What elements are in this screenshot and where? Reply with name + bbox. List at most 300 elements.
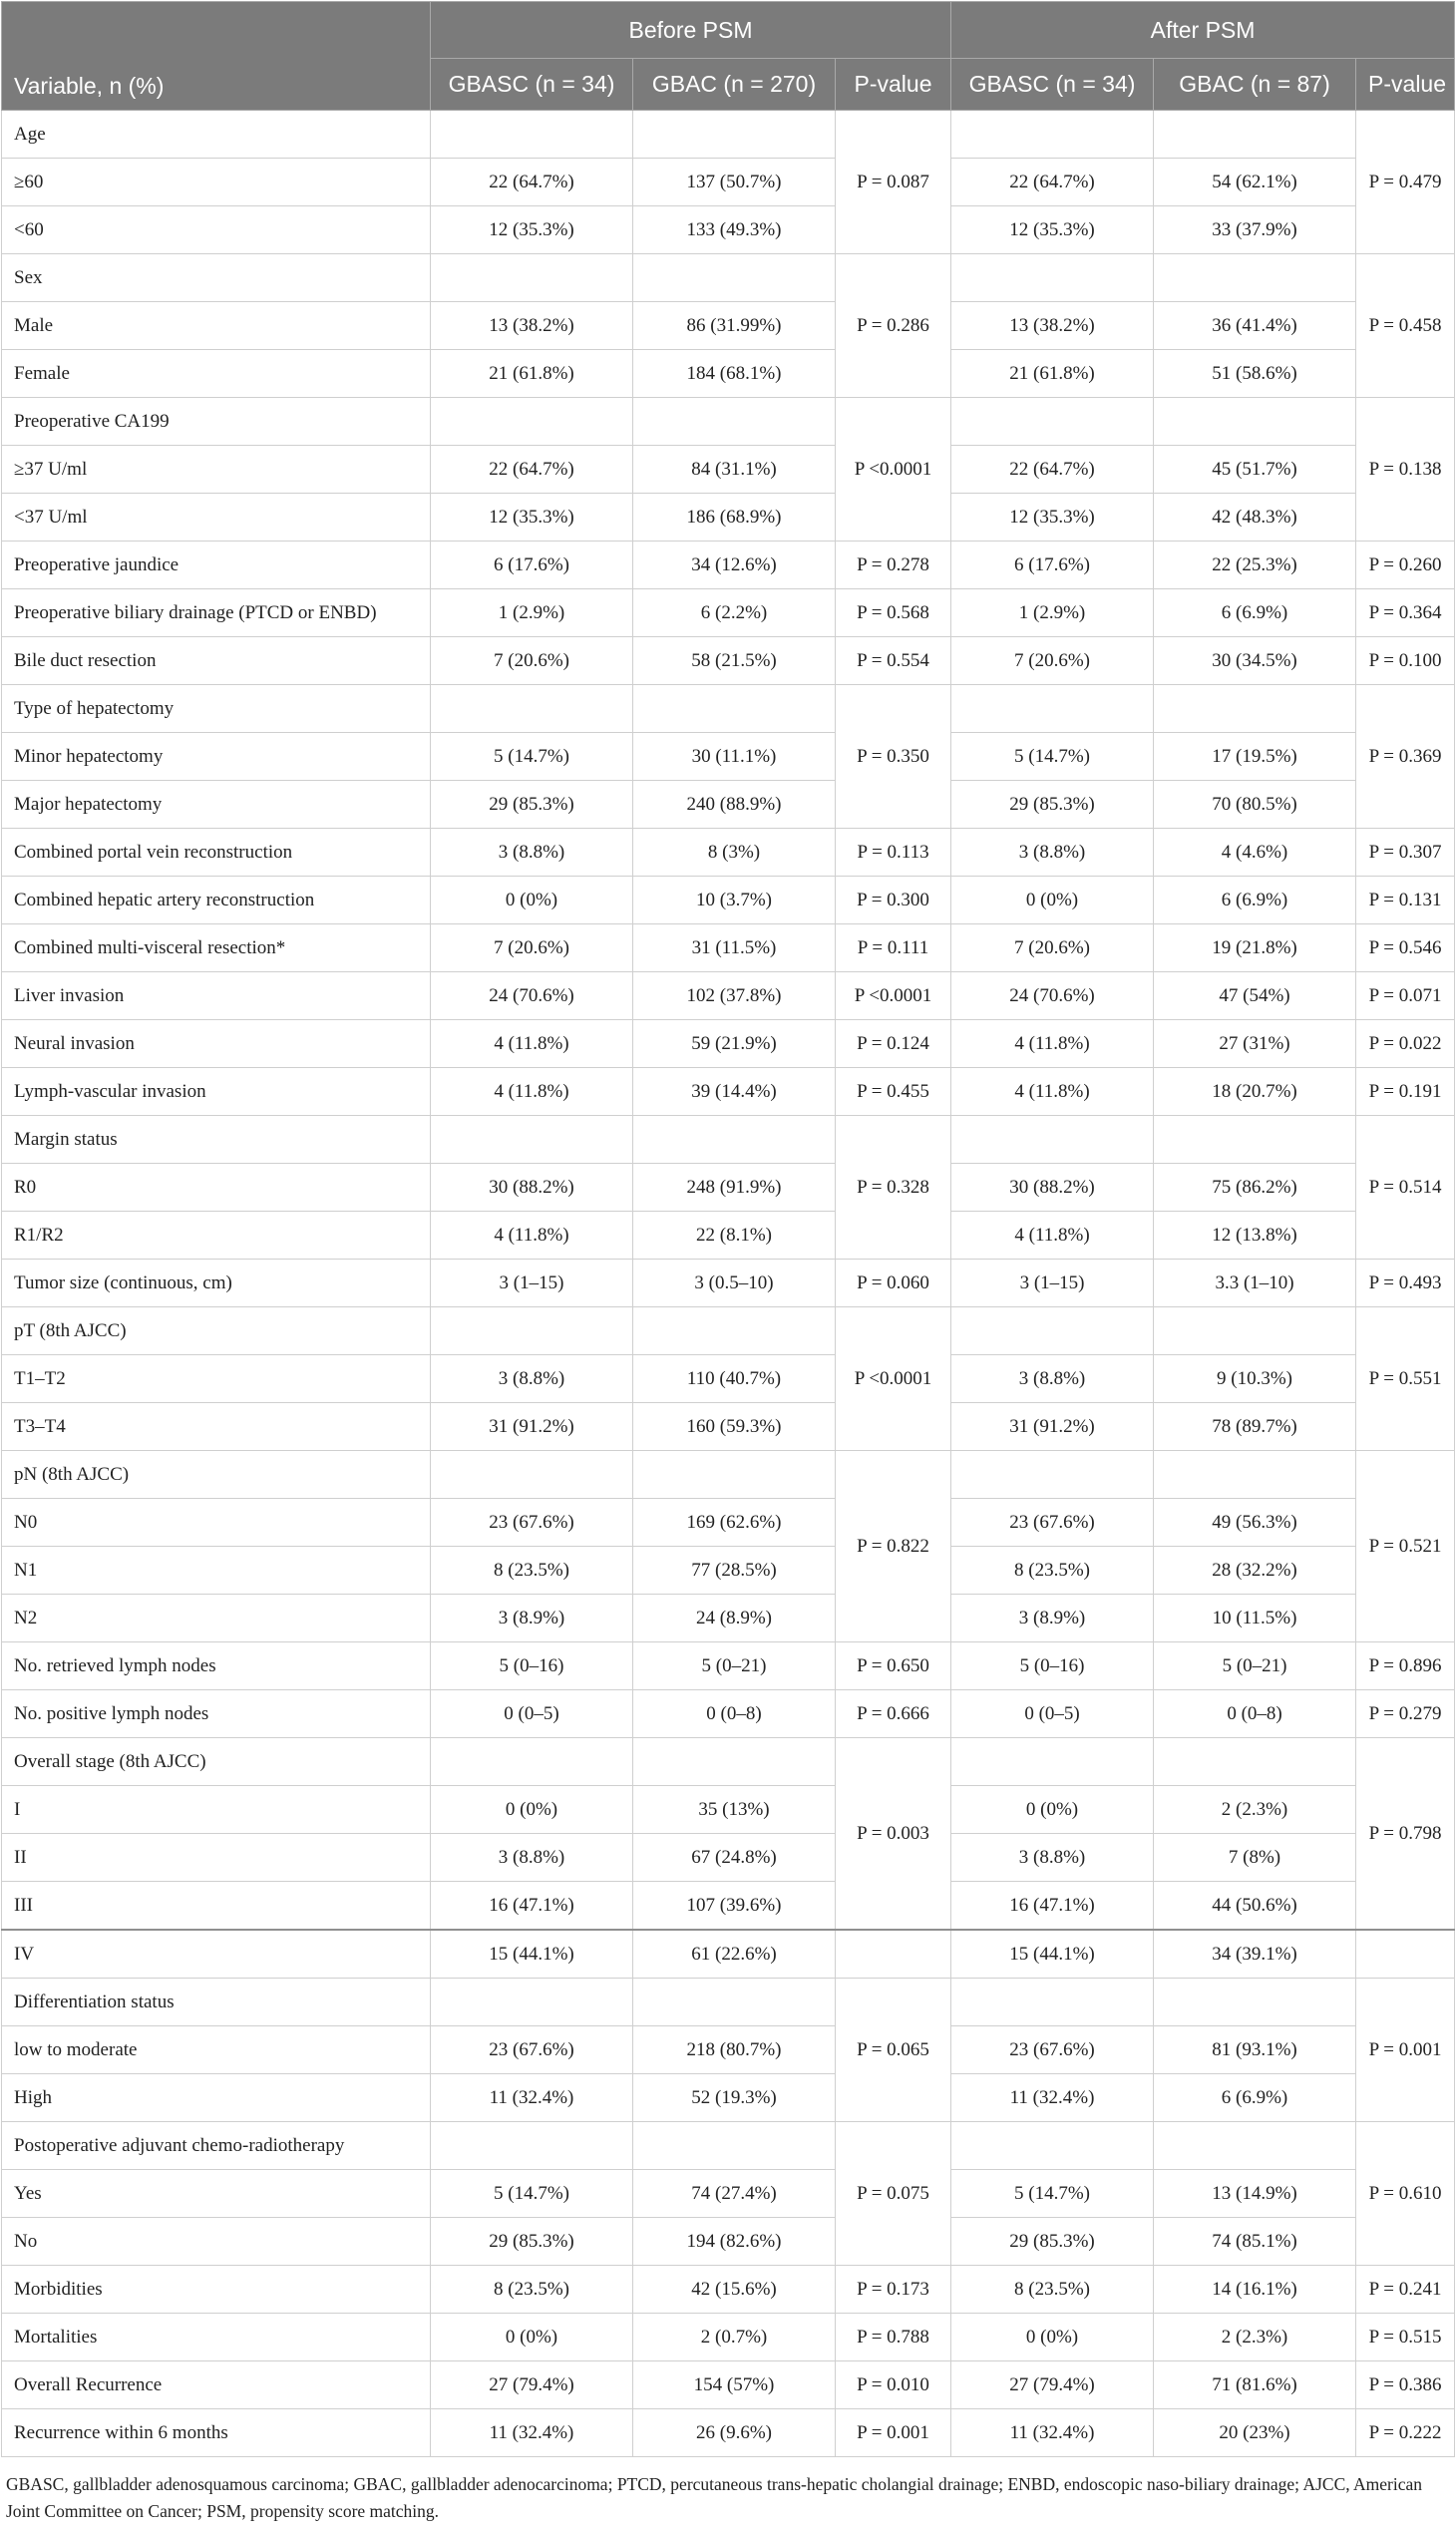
before-gbac-cell: 24 (8.9%) [633,1595,836,1642]
row-label: <37 U/ml [2,494,431,542]
row-label: Type of hepatectomy [2,685,431,733]
before-gbac-cell: 39 (14.4%) [633,1068,836,1116]
row-label: No. positive lymph nodes [2,1690,431,1738]
before-gbac-cell: 58 (21.5%) [633,637,836,685]
before-pvalue-cell: P = 0.568 [836,589,951,637]
before-pvalue-cell: P = 0.455 [836,1068,951,1116]
after-gbac-cell: 6 (6.9%) [1154,877,1356,924]
after-gbac-cell: 45 (51.7%) [1154,446,1356,494]
after-gbasc-cell [951,685,1154,733]
row-label: Neural invasion [2,1020,431,1068]
after-gbasc-cell: 3 (8.9%) [951,1595,1154,1642]
before-gbac-cell: 35 (13%) [633,1786,836,1834]
before-pvalue-cell: P = 0.650 [836,1642,951,1690]
after-gbasc-cell: 22 (64.7%) [951,446,1154,494]
after-gbac-cell [1154,111,1356,159]
before-gbac-cell [633,1738,836,1786]
before-pvalue-cell: P = 0.350 [836,685,951,829]
before-pvalue-header: P-value [836,59,951,111]
before-pvalue-cell: P = 0.286 [836,254,951,398]
before-gbac-cell [633,398,836,446]
before-gbac-cell: 133 (49.3%) [633,206,836,254]
row-label: R0 [2,1164,431,1212]
before-gbac-cell: 154 (57%) [633,2361,836,2409]
row-label: T3–T4 [2,1403,431,1451]
row-label: III [2,1882,431,1931]
row-label: low to moderate [2,2026,431,2074]
before-gbasc-cell: 22 (64.7%) [431,159,633,206]
row-label: II [2,1834,431,1882]
before-gbac-cell: 218 (80.7%) [633,2026,836,2074]
before-gbasc-cell: 8 (23.5%) [431,2266,633,2314]
table-row [2,2170,1455,2218]
before-gbasc-cell: 3 (1–15) [431,1260,633,1307]
table-row [2,111,1455,159]
after-gbac-cell: 18 (20.7%) [1154,1068,1356,1116]
before-gbac-cell [633,1451,836,1499]
after-pvalue-cell: P = 0.386 [1356,2361,1455,2409]
after-gbac-cell: 30 (34.5%) [1154,637,1356,685]
before-pvalue-cell: P = 0.173 [836,2266,951,2314]
before-gbac-cell: 8 (3%) [633,829,836,877]
row-label: IV [2,1930,431,1979]
after-gbasc-cell [951,398,1154,446]
before-gbac-cell: 248 (91.9%) [633,1164,836,1212]
table-row [2,2218,1455,2266]
table-row [2,494,1455,542]
after-gbasc-cell: 12 (35.3%) [951,206,1154,254]
after-pvalue-cell: P = 0.001 [1356,1979,1455,2122]
after-gbac-cell: 28 (32.2%) [1154,1547,1356,1595]
before-gbasc-cell: 3 (8.8%) [431,1834,633,1882]
row-label: High [2,2074,431,2122]
before-pvalue-cell: P = 0.113 [836,829,951,877]
after-gbasc-cell: 11 (32.4%) [951,2074,1154,2122]
after-gbac-cell [1154,1116,1356,1164]
before-gbasc-cell: 3 (8.9%) [431,1595,633,1642]
row-label: Recurrence within 6 months [2,2409,431,2457]
before-gbasc-cell: 7 (20.6%) [431,637,633,685]
before-gbasc-cell: 1 (2.9%) [431,589,633,637]
after-pvalue-cell: P = 0.610 [1356,2122,1455,2266]
after-gbac-cell [1154,398,1356,446]
row-label: Sex [2,254,431,302]
after-gbasc-cell: 3 (1–15) [951,1260,1154,1307]
after-gbac-cell: 14 (16.1%) [1154,2266,1356,2314]
table-row [2,1882,1455,1931]
before-gbac-cell: 61 (22.6%) [633,1930,836,1979]
before-gbasc-cell: 7 (20.6%) [431,924,633,972]
before-gbac-cell: 74 (27.4%) [633,2170,836,2218]
row-label: Yes [2,2170,431,2218]
table-row [2,1979,1455,2026]
after-gbasc-cell: 7 (20.6%) [951,924,1154,972]
before-gbasc-cell: 13 (38.2%) [431,302,633,350]
after-gbasc-cell: 5 (14.7%) [951,733,1154,781]
after-gbasc-cell: 4 (11.8%) [951,1068,1154,1116]
before-gbasc-cell: 3 (8.8%) [431,1355,633,1403]
table-row [2,1307,1455,1355]
after-gbac-cell: 78 (89.7%) [1154,1403,1356,1451]
before-gbac-cell [633,2122,836,2170]
before-gbac-cell: 3 (0.5–10) [633,1260,836,1307]
after-gbasc-cell: 4 (11.8%) [951,1212,1154,1260]
after-gbac-cell [1154,1979,1356,2026]
after-gbac-cell [1154,254,1356,302]
after-psm-group-header: After PSM [951,2,1455,59]
table-row [2,1260,1455,1307]
before-gbac-header: GBAC (n = 270) [633,59,836,111]
after-pvalue-cell: P = 0.279 [1356,1690,1455,1738]
row-label: Preoperative jaundice [2,542,431,589]
before-pvalue-cell: P = 0.666 [836,1690,951,1738]
before-gbasc-cell: 3 (8.8%) [431,829,633,877]
before-gbac-cell: 6 (2.2%) [633,589,836,637]
row-label: Major hepatectomy [2,781,431,829]
after-gbasc-cell: 5 (14.7%) [951,2170,1154,2218]
after-gbasc-cell: 3 (8.8%) [951,1834,1154,1882]
table-row [2,685,1455,733]
after-gbasc-cell [951,1451,1154,1499]
before-gbasc-cell: 29 (85.3%) [431,2218,633,2266]
after-gbac-cell: 74 (85.1%) [1154,2218,1356,2266]
row-label: Margin status [2,1116,431,1164]
after-pvalue-cell: P = 0.241 [1356,2266,1455,2314]
table-row [2,1068,1455,1116]
row-label: Minor hepatectomy [2,733,431,781]
row-label: No [2,2218,431,2266]
after-pvalue-cell: P = 0.515 [1356,2314,1455,2361]
row-label: pN (8th AJCC) [2,1451,431,1499]
after-pvalue-cell: P = 0.222 [1356,2409,1455,2457]
row-label: Preoperative biliary drainage (PTCD or ENBD) [2,589,431,637]
table-row [2,2026,1455,2074]
table-row [2,542,1455,589]
before-gbac-cell: 42 (15.6%) [633,2266,836,2314]
after-gbasc-cell: 31 (91.2%) [951,1403,1154,1451]
table-row [2,2361,1455,2409]
before-gbasc-header: GBASC (n = 34) [431,59,633,111]
before-gbasc-cell [431,254,633,302]
after-pvalue-cell: P = 0.071 [1356,972,1455,1020]
before-pvalue-cell: P = 0.124 [836,1020,951,1068]
before-gbac-cell: 194 (82.6%) [633,2218,836,2266]
table-row [2,1164,1455,1212]
before-pvalue-cell: P = 0.001 [836,2409,951,2457]
after-gbasc-cell [951,111,1154,159]
after-gbasc-cell: 27 (79.4%) [951,2361,1154,2409]
before-gbasc-cell: 22 (64.7%) [431,446,633,494]
after-gbasc-cell: 1 (2.9%) [951,589,1154,637]
after-gbasc-cell: 30 (88.2%) [951,1164,1154,1212]
table-row [2,637,1455,685]
before-gbac-cell [633,111,836,159]
before-gbasc-cell [431,1979,633,2026]
after-gbasc-cell: 0 (0%) [951,2314,1154,2361]
after-gbac-cell: 4 (4.6%) [1154,829,1356,877]
after-pvalue-cell: P = 0.369 [1356,685,1455,829]
after-gbasc-cell: 0 (0–5) [951,1690,1154,1738]
after-gbac-cell: 34 (39.1%) [1154,1930,1356,1979]
before-gbac-cell [633,254,836,302]
after-gbasc-cell: 4 (11.8%) [951,1020,1154,1068]
after-gbac-cell: 13 (14.9%) [1154,2170,1356,2218]
before-gbac-cell: 86 (31.99%) [633,302,836,350]
before-pvalue-cell: P = 0.065 [836,1979,951,2122]
before-psm-group-header: Before PSM [431,2,951,59]
before-gbasc-cell: 4 (11.8%) [431,1212,633,1260]
before-gbac-cell: 169 (62.6%) [633,1499,836,1547]
before-gbasc-cell: 12 (35.3%) [431,494,633,542]
before-gbac-cell: 34 (12.6%) [633,542,836,589]
after-gbasc-cell: 0 (0%) [951,1786,1154,1834]
row-label: Age [2,111,431,159]
table-row [2,2314,1455,2361]
after-gbasc-cell: 11 (32.4%) [951,2409,1154,2457]
after-gbasc-cell: 29 (85.3%) [951,781,1154,829]
before-gbac-cell: 184 (68.1%) [633,350,836,398]
before-gbasc-cell: 23 (67.6%) [431,2026,633,2074]
before-gbac-cell: 10 (3.7%) [633,877,836,924]
table-row [2,877,1455,924]
before-gbac-cell [633,1307,836,1355]
before-pvalue-cell: P = 0.060 [836,1260,951,1307]
after-gbac-cell: 7 (8%) [1154,1834,1356,1882]
table-row [2,781,1455,829]
before-gbasc-cell [431,398,633,446]
after-gbac-cell: 70 (80.5%) [1154,781,1356,829]
row-label: Female [2,350,431,398]
after-gbasc-cell: 5 (0–16) [951,1642,1154,1690]
row-label: Mortalities [2,2314,431,2361]
after-gbac-cell: 6 (6.9%) [1154,2074,1356,2122]
after-gbac-cell [1154,2122,1356,2170]
after-gbac-cell: 33 (37.9%) [1154,206,1356,254]
table-row [2,1690,1455,1738]
after-gbac-cell: 71 (81.6%) [1154,2361,1356,2409]
after-gbac-cell: 5 (0–21) [1154,1642,1356,1690]
table-row [2,1834,1455,1882]
after-gbasc-cell: 29 (85.3%) [951,2218,1154,2266]
row-label: Bile duct resection [2,637,431,685]
after-gbasc-cell: 23 (67.6%) [951,1499,1154,1547]
table-row [2,972,1455,1020]
table-row [2,1020,1455,1068]
after-gbac-cell: 42 (48.3%) [1154,494,1356,542]
after-gbac-cell [1154,1451,1356,1499]
table-row [2,159,1455,206]
before-pvalue-cell [836,1930,951,1979]
table-row [2,1499,1455,1547]
after-pvalue-cell: P = 0.022 [1356,1020,1455,1068]
before-gbasc-cell: 8 (23.5%) [431,1547,633,1595]
before-pvalue-cell: P = 0.075 [836,2122,951,2266]
before-gbasc-cell: 11 (32.4%) [431,2074,633,2122]
before-gbasc-cell [431,1451,633,1499]
table-row [2,350,1455,398]
before-gbasc-cell [431,111,633,159]
row-label: T1–T2 [2,1355,431,1403]
before-pvalue-cell: P <0.0001 [836,972,951,1020]
after-gbasc-cell [951,1116,1154,1164]
after-gbac-cell: 27 (31%) [1154,1020,1356,1068]
after-gbasc-header: GBASC (n = 34) [951,59,1154,111]
before-gbasc-cell: 12 (35.3%) [431,206,633,254]
after-gbac-cell: 12 (13.8%) [1154,1212,1356,1260]
after-pvalue-cell: P = 0.479 [1356,111,1455,254]
before-gbasc-cell: 15 (44.1%) [431,1930,633,1979]
after-gbac-cell: 75 (86.2%) [1154,1164,1356,1212]
after-gbac-cell: 51 (58.6%) [1154,350,1356,398]
before-pvalue-cell: P = 0.822 [836,1451,951,1642]
row-label: N2 [2,1595,431,1642]
table-row [2,1738,1455,1786]
after-gbac-cell [1154,1738,1356,1786]
before-gbasc-cell: 24 (70.6%) [431,972,633,1020]
after-gbac-cell: 22 (25.3%) [1154,542,1356,589]
after-pvalue-cell: P = 0.798 [1356,1738,1455,1931]
after-gbasc-cell: 6 (17.6%) [951,542,1154,589]
after-pvalue-cell: P = 0.307 [1356,829,1455,877]
after-gbac-cell: 44 (50.6%) [1154,1882,1356,1931]
after-gbac-cell: 0 (0–8) [1154,1690,1356,1738]
table-row [2,254,1455,302]
after-gbac-cell: 2 (2.3%) [1154,1786,1356,1834]
after-gbac-header: GBAC (n = 87) [1154,59,1356,111]
row-label: ≥37 U/ml [2,446,431,494]
before-gbac-cell: 84 (31.1%) [633,446,836,494]
row-label: N0 [2,1499,431,1547]
before-gbasc-cell: 0 (0%) [431,877,633,924]
after-gbac-cell: 19 (21.8%) [1154,924,1356,972]
row-label: <60 [2,206,431,254]
before-gbasc-cell: 11 (32.4%) [431,2409,633,2457]
before-gbasc-cell: 30 (88.2%) [431,1164,633,1212]
before-gbac-cell: 0 (0–8) [633,1690,836,1738]
before-gbac-cell: 240 (88.9%) [633,781,836,829]
before-gbasc-cell [431,1116,633,1164]
row-label: Combined hepatic artery reconstruction [2,877,431,924]
after-gbasc-cell: 24 (70.6%) [951,972,1154,1020]
table-row [2,1642,1455,1690]
before-pvalue-cell: P = 0.111 [836,924,951,972]
before-gbac-cell: 31 (11.5%) [633,924,836,972]
table-row [2,1212,1455,1260]
table-footnote: GBASC, gallbladder adenosquamous carcinoma; GBAC, gallbladder adenocarcinoma; PTCD, percutaneous trans-hepatic cholangial drainage; ENBD, endoscopic naso-biliary drainage; AJCC, American Joint Committee on Cancer; PSM, propensity score matching. [6,2474,1423,2521]
before-gbac-cell: 160 (59.3%) [633,1403,836,1451]
after-pvalue-cell: P = 0.896 [1356,1642,1455,1690]
row-label: Liver invasion [2,972,431,1020]
before-pvalue-cell: P = 0.003 [836,1738,951,1931]
row-label: Combined portal vein reconstruction [2,829,431,877]
after-gbasc-cell: 0 (0%) [951,877,1154,924]
row-label: Lymph-vascular invasion [2,1068,431,1116]
row-label: Preoperative CA199 [2,398,431,446]
before-gbac-cell: 5 (0–21) [633,1642,836,1690]
row-label: Postoperative adjuvant chemo-radiotherapy [2,2122,431,2170]
table-row [2,1786,1455,1834]
after-gbac-cell: 36 (41.4%) [1154,302,1356,350]
after-gbasc-cell: 8 (23.5%) [951,2266,1154,2314]
after-gbasc-cell: 12 (35.3%) [951,494,1154,542]
row-label: N1 [2,1547,431,1595]
table-row [2,1355,1455,1403]
table-body [2,111,1455,2457]
before-gbac-cell: 137 (50.7%) [633,159,836,206]
table-row [2,1403,1455,1451]
after-gbasc-cell: 8 (23.5%) [951,1547,1154,1595]
after-pvalue-header: P-value [1356,59,1455,111]
before-gbac-cell: 2 (0.7%) [633,2314,836,2361]
before-gbac-cell: 102 (37.8%) [633,972,836,1020]
before-gbasc-cell: 4 (11.8%) [431,1068,633,1116]
after-gbac-cell: 20 (23%) [1154,2409,1356,2457]
before-gbasc-cell: 0 (0–5) [431,1690,633,1738]
after-gbac-cell [1154,1307,1356,1355]
after-gbasc-cell: 23 (67.6%) [951,2026,1154,2074]
before-gbac-cell: 77 (28.5%) [633,1547,836,1595]
table-row [2,1547,1455,1595]
before-gbasc-cell: 21 (61.8%) [431,350,633,398]
before-gbasc-cell: 31 (91.2%) [431,1403,633,1451]
after-gbasc-cell: 3 (8.8%) [951,829,1154,877]
before-pvalue-cell: P = 0.087 [836,111,951,254]
table-row [2,2266,1455,2314]
after-pvalue-cell: P = 0.364 [1356,589,1455,637]
row-label: R1/R2 [2,1212,431,1260]
before-gbac-cell: 59 (21.9%) [633,1020,836,1068]
table-row [2,2074,1455,2122]
after-pvalue-cell: P = 0.100 [1356,637,1455,685]
row-label: Combined multi-visceral resection* [2,924,431,972]
before-pvalue-cell: P <0.0001 [836,398,951,542]
before-gbasc-cell: 16 (47.1%) [431,1882,633,1931]
variable-column-header: Variable, n (%) [2,2,431,111]
before-gbasc-cell: 27 (79.4%) [431,2361,633,2409]
before-pvalue-cell: P = 0.300 [836,877,951,924]
before-gbac-cell: 30 (11.1%) [633,733,836,781]
after-pvalue-cell: P = 0.551 [1356,1307,1455,1451]
after-gbasc-cell [951,254,1154,302]
before-gbac-cell [633,685,836,733]
before-gbasc-cell: 6 (17.6%) [431,542,633,589]
before-pvalue-cell: P = 0.788 [836,2314,951,2361]
before-pvalue-cell: P <0.0001 [836,1307,951,1451]
after-pvalue-cell: P = 0.521 [1356,1451,1455,1642]
row-label: Overall Recurrence [2,2361,431,2409]
before-gbasc-cell: 5 (14.7%) [431,733,633,781]
row-label: ≥60 [2,159,431,206]
after-gbac-cell: 17 (19.5%) [1154,733,1356,781]
after-gbac-cell: 9 (10.3%) [1154,1355,1356,1403]
after-pvalue-cell: P = 0.138 [1356,398,1455,542]
after-gbac-cell: 47 (54%) [1154,972,1356,1020]
after-pvalue-cell: P = 0.514 [1356,1116,1455,1260]
table-row [2,398,1455,446]
before-pvalue-cell: P = 0.278 [836,542,951,589]
after-gbac-cell: 49 (56.3%) [1154,1499,1356,1547]
table-row [2,589,1455,637]
before-gbasc-cell: 0 (0%) [431,2314,633,2361]
before-gbac-cell: 107 (39.6%) [633,1882,836,1931]
after-gbac-cell: 81 (93.1%) [1154,2026,1356,2074]
before-gbac-cell: 22 (8.1%) [633,1212,836,1260]
after-gbasc-cell: 22 (64.7%) [951,159,1154,206]
after-gbasc-cell: 21 (61.8%) [951,350,1154,398]
table-row [2,829,1455,877]
before-pvalue-cell: P = 0.328 [836,1116,951,1260]
table-row [2,1930,1455,1979]
